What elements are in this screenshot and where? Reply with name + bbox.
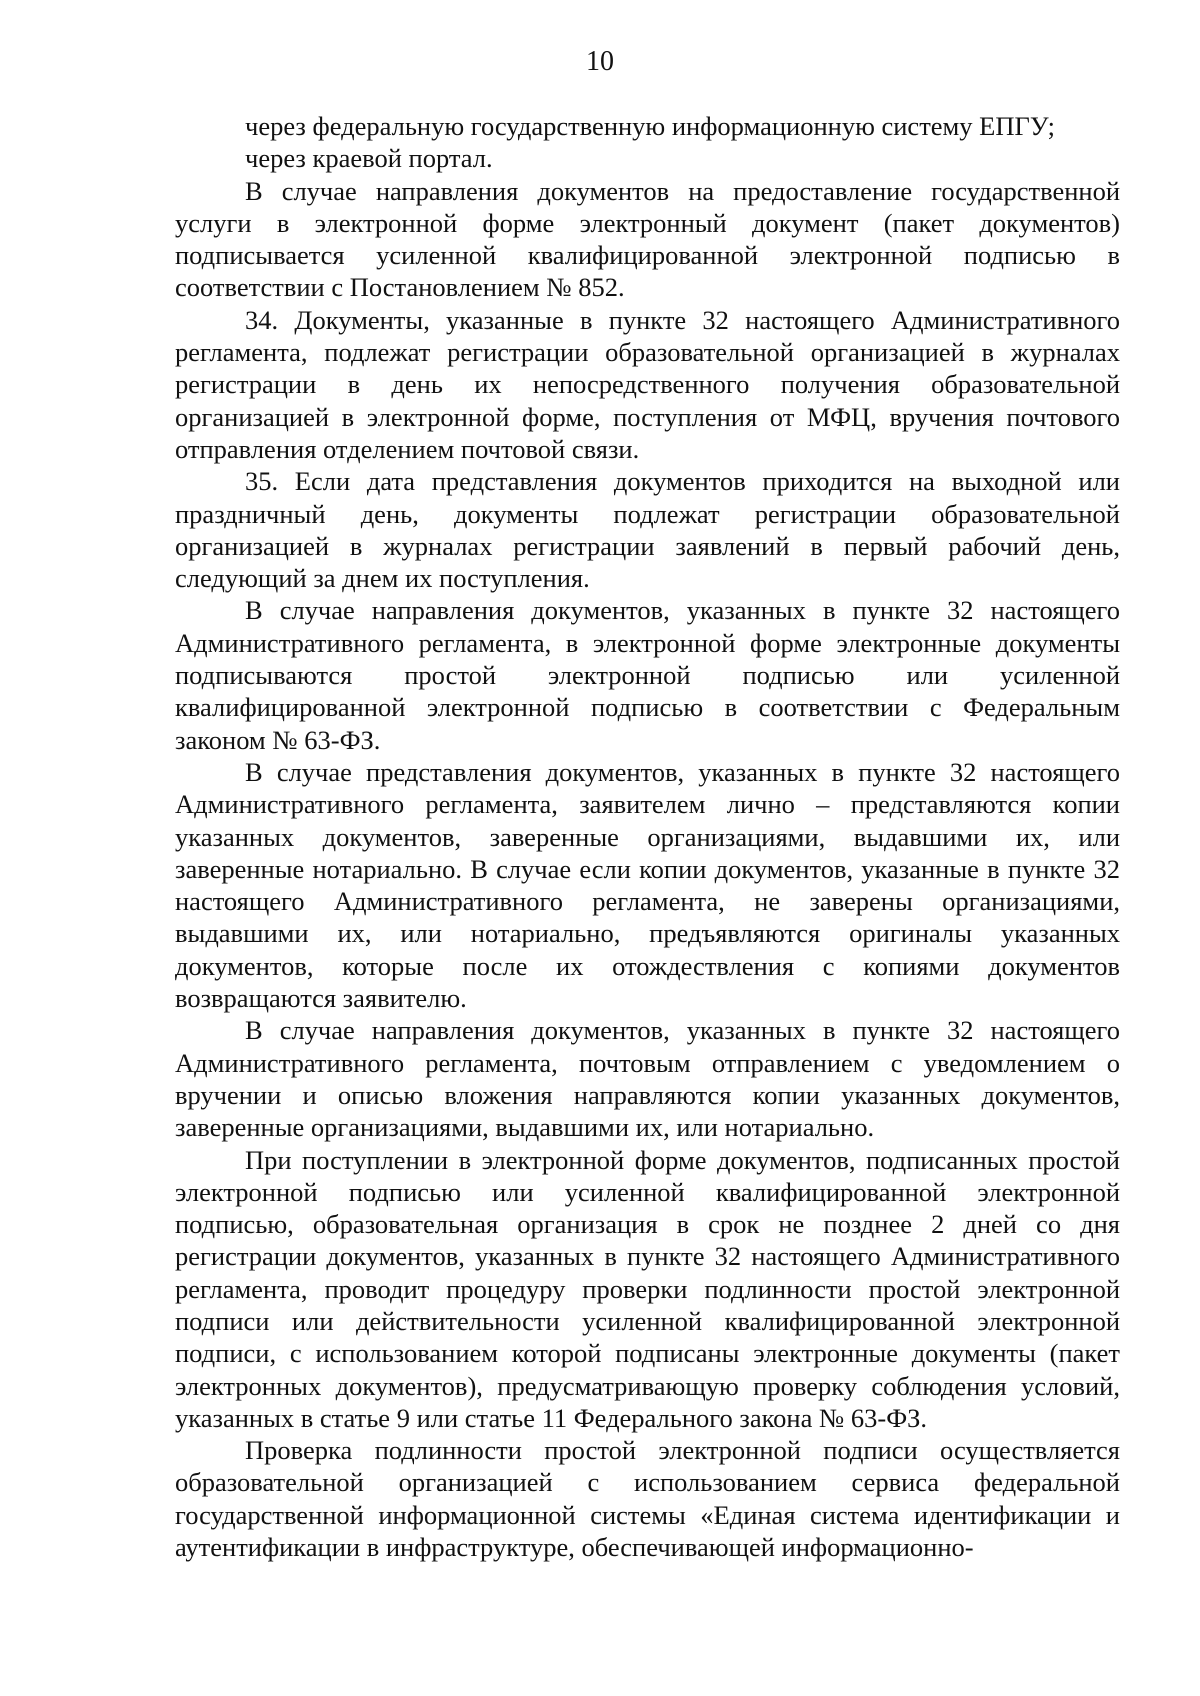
paragraph-electronic-signature: В случае направления документов на предоставление государственной услуги в электронной форме электронный документ (пакет документов) подписывается усиленной квалифицированной электронной подписью в соответствии с Постановлением № 852. bbox=[175, 175, 1120, 303]
paragraph-epgu: через федеральную государственную информационную систему ЕПГУ; bbox=[245, 111, 1055, 141]
paragraph-personal-submission: В случае представления документов, указанных в пункте 32 настоящего Административного регламента, заявителем лично – представляются копии указанных документов, заверенные организациями, выдавшими их, или заверенные нотариально. В случае если копии документов, указанные в пункте 32 настоящего Административного регламента, не заверены организациями, выдавшими их, или нотариально, предъявляются оригиналы указанных документов, которые после их отождествления с копиями документов возвращаются заявителю. bbox=[175, 756, 1120, 1014]
paragraph-regional-portal: через краевой портал. bbox=[245, 143, 493, 174]
paragraph-electronic-documents: В случае направления документов, указанных в пункте 32 настоящего Административного регламента, в электронной форме электронные документы подписываются простой электронной подписью или усиленной квалифицированной электронной подписью в соответствии с Федеральным законом № 63-ФЗ. bbox=[175, 595, 1120, 755]
paragraph-34: 34. Документы, указанные в пункте 32 настоящего Административного регламента, подлежат регистрации образовательной организацией в журналах регистрации в день их непосредственного получения образовательной организацией в электронной форме, поступления от МФЦ, вручения почтового отправления отделением почтовой связи. bbox=[175, 304, 1120, 464]
page-number: 10 bbox=[586, 46, 614, 77]
paragraph-35: 35. Если дата представления документов приходится на выходной или праздничный день, документы подлежат регистрации образовательной организацией в журналах регистрации заявлений в первый рабочий день, следующий за днем их поступления. bbox=[175, 466, 1120, 594]
document-body bbox=[175, 110, 1120, 1563]
paragraph-esia-check: Проверка подлинности простой электронной подписи осуществляется образовательной организацией с использованием сервиса федеральной государственной информационной системы «Единая система идентификации и аутентификации в инфраструктуре, обеспечивающей информационно- bbox=[175, 1435, 1120, 1563]
paragraph-signature-verification: При поступлении в электронной форме документов, подписанных простой электронной подписью или усиленной квалифицированной электронной подписью, образовательная организация в срок не позднее 2 дней со дня регистрации документов, указанных в пункте 32 настоящего Административного регламента, проводит процедуру проверки подлинности простой электронной подписи или действительности усиленной квалифицированной электронной подписи, с использованием которой подписаны электронные документы (пакет электронных документов), предусматривающую проверку соблюдения условий, указанных в статье 9 или статье 11 Федерального закона № 63-ФЗ. bbox=[175, 1144, 1120, 1433]
paragraph-postal-submission: В случае направления документов, указанных в пункте 32 настоящего Административного регламента, почтовым отправлением с уведомлением о вручении и описью вложения направляются копии указанных документов, заверенные организациями, выдавшими их, или нотариально. bbox=[175, 1015, 1120, 1143]
